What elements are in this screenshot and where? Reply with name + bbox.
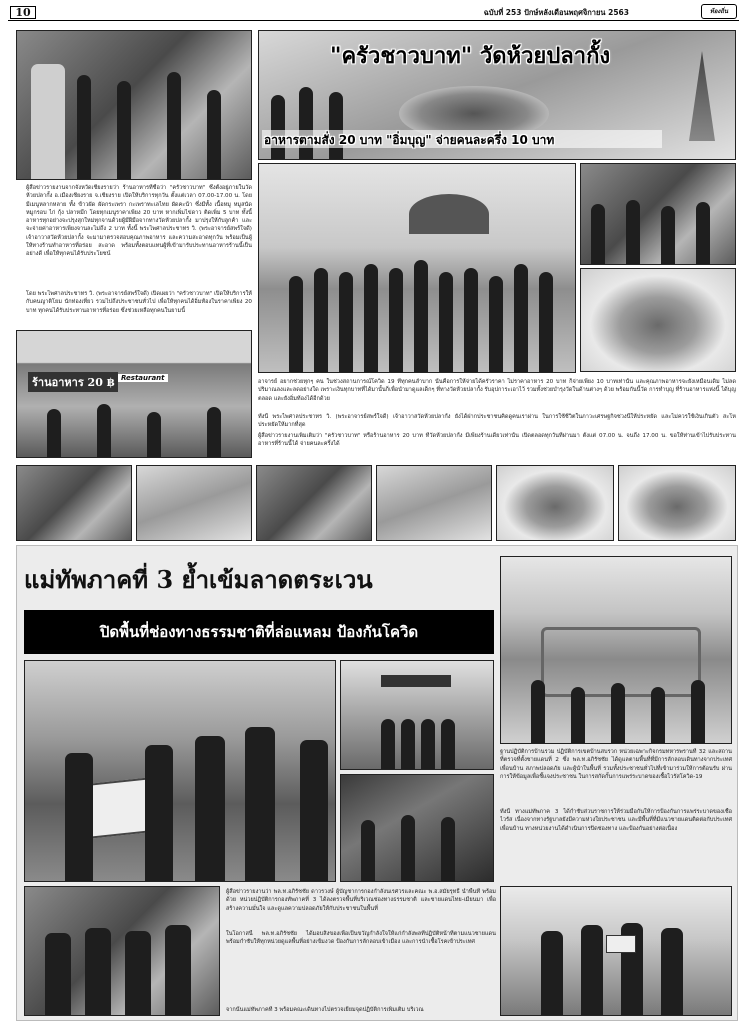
- photo-strip-5: [496, 465, 614, 541]
- story1-body-col2-c: ผู้สื่อข่าวรายงานเพิ่มเติมว่า "ครัวชาวบาท" หรือร้านอาหาร 20 บาท ที่วัดห้วยปลากั้ง มีเพียงร้านเดียวเท่านั้น เปิดตลอดทุกวันที่ผ่านมา ตั้งแต่ 07.00 น. จนถึง 17.00 น. ขอให้ท่านเข้าไปรับประทานอาหารที่ร้านนี้ได้ จ่ายคนละครึ่งได้: [258, 433, 736, 448]
- story2-body-bottom-b: ในโอกาสนี้ พล.ท.อภิรัชชัย ได้มอบสิ่งของเพื่อเป็นขวัญกำลังใจให้แก่กำลังพลที่ปฏิบัติหน้าที่ตามแนวชายแดน พร้อมกำชับให้ทุกหน่วยดูแลพื้นที่อย่างเข้มงวด ป้องกันการลักลอบเข้าเมือง และการนำเชื้อโรคเข้าประเทศ: [226, 931, 496, 946]
- story2-body-right-b: ทั้งนี้ ทางแม่ทัพภาค 3 ได้กำชับส่วนราชการให้ร่วมมือกันให้การป้องกันการแพร่ระบาดของเชื้อไวรัส เนื่องจากทางรัฐบาลยังมีความห่วงใยประชาชน และมีพื้นที่ที่มีแนวชายแดนติดต่อกับประเทศเพื่อนบ้าน ทางหน่วยงานได้ดำเนินการปิดช่องทาง และป้องกันอย่างต่อเนื่อง: [500, 809, 732, 832]
- story2-body-right: ฐานปฏิบัติการบ้านรวม ปฏิบัติการเขตบ้านสบรวก หน่วยเฉพาะกิจกรมทหารพรานที่ 32 และสถานที่ตรวจที่ตั้งชายแดนที่ 2 ซึ่ง พล.ท.อภิรัชชัย ได้ดูแลตามพื้นที่ที่มีการลักลอบเดินทางจากประเทศเพื่อนบ้าน สภาพปลอดภัย และผู้นำในพื้นที่ รวมทั้งประชาชนทั่วไปที่เข้ามาร่วมให้การต้อนรับ ผ่านการให้ข้อมูลเพื่อชี้แจงประชาชน ในการสกัดกั้นการแพร่ระบาดของเชื้อไวรัสโควิด-19: [500, 749, 732, 780]
- restaurant-sign: ร้านอาหาร 20 ฿: [28, 372, 118, 392]
- photo-soldiers-donation: [500, 886, 732, 1016]
- photo-visitors-group: [258, 163, 576, 373]
- photo-soldiers-briefing: [24, 660, 336, 882]
- restaurant-sign-en: Restaurant: [118, 374, 168, 382]
- story1-body-col1-b: โดย พระไพศาลประชาทร วิ. (พระอาจารย์สพร์ใจดี) เปิดเผยว่า "ครัวชาวบาท" เปิดให้บริการให้กับคนญาติโยม นักท่องเที่ยว รวมไปถึงประชาชนทั่วไป เพื่อให้ทุกคนได้อิ่มท้องในราคาเพียง 20 บาท ทุกคนได้รับประทานอาหารที่อร่อย ซึ่งช่วยเหลือทุกคนในยามนี้: [26, 291, 252, 314]
- issue-line: ฉบับที่ 253 ปักษ์หลังเดือนพฤศจิกายน 2563: [483, 8, 629, 17]
- photo-soldiers-river: [340, 774, 494, 882]
- story1-body-col2: อาจารย์ อยากช่วยทุกๆ คน ในช่วงสถานการณ์โควิด 19 ที่ทุกคนลำบาก นั้นคือการให้จ่ายได้ครัวราคา ไม่ราคาอาหาร 20 บาท ก็จ่ายเพียง 10 บาทเท่านั้น และคุณภาพอาหารจะยังเหมือนเดิม ไม่ลดปริมาณลงและลดอย่างใด เพราะเงินทุกบาทที่ได้มานั้นก็เพื่อนำมาดูแลเด็กๆ ที่ทางวัดห้วยปลากั้ง รับอุปการะเอาไว้ รวมทั้งช่วยบำรุงวัดในด้านต่างๆ ด้วย พร้อมกันนี้วัด การทำบุญ ที่ร้านอาหารแห่งนี้ ได้บุญตลอด และยังอิ่มท้องได้อีกด้วย: [258, 379, 736, 402]
- photo-strip-2: [136, 465, 252, 541]
- photo-dish-plate: [580, 268, 736, 372]
- story2-body-bottom: ผู้สื่อข่าวรายงานว่า พล.ท.อภิรัชชัย ดาวรวงษ์ ผู้บัญชาการกองกำลังนเรศวรและคณะ พ.อ.สมัยรุทธิ์ นำพื้นที่ พร้อมด้วย หน่วยปฏิบัติการกองทัพภาคที่ 3 ได้ลงตรวจพื้นที่บริเวณช่องทางธรรมชาติ และชายแดนไทย-เมียนมา เพื่อสร้างความมั่นใจ และดูแลความปลอดภัยให้กับประชาชนในพื้นที่: [226, 889, 496, 912]
- photo-strip-6: [618, 465, 736, 541]
- story2-body-bottom-c: จากนั้นแม่ทัพภาคที่ 3 พร้อมคณะเดินทางไปตรวจเยี่ยมจุดปฏิบัติการเพิ่มเติม บริเวณ: [226, 1007, 424, 1013]
- photo-meeting-room: [500, 556, 732, 744]
- story1-body-col2-b: ทั้งนี้ พระไพศาลประชาทร วิ. (พระอาจารย์สพร์ใจดี) เจ้าอาวาสวัดห้วยปลากั้ง ยังได้ฝากประชาชนคิดดูคนเราผ่าน ในการใช้ชีวิตในภาวะเศรษฐกิจช่วงนี้ให้ประหยัด และไม่ควรใช้เงินเกินตัว สะโหประหยัดให้มากที่สุด: [258, 414, 736, 429]
- story2-subhead: ปิดพื้นที่ช่องทางธรรมชาติที่ล่อแหลม ป้องกันโควิด: [99, 623, 419, 641]
- photo-monks-serving: [16, 30, 252, 180]
- header-rule: [8, 20, 739, 21]
- story2-headline: แม่ทัพภาคที่ 3 ย้ำเข้มลาดตระเวน: [24, 565, 373, 594]
- photo-soldiers-group: [24, 886, 220, 1016]
- story1-subhead: อาหารตามสั่ง 20 บาท "อิ่มบุญ" จ่ายคนละครึ่ง 10 บาท: [264, 133, 555, 147]
- photo-restaurant-front: [16, 330, 252, 458]
- story1-headline: "ครัวชาวบาท" วัดห้วยปลากั้ง: [330, 44, 611, 69]
- photo-strip-4: [376, 465, 492, 541]
- photo-strip-3: [256, 465, 372, 541]
- page-number: 10: [10, 6, 36, 19]
- photo-strip-1: [16, 465, 132, 541]
- newspaper-logo: ท้องถิ่น: [701, 4, 737, 19]
- photo-kitchen-staff: [580, 163, 736, 265]
- story1-body-col1: ผู้สื่อข่าวรายงานจากจังหวัดเชียงรายว่า ร้านอาหารที่ชื่อว่า "ครัวชาวบาท" ซึ่งตั้งอยู่ภายในวัดห้วยปลากั้ง อ.เมืองเชียงราย จ.เชียงราย เปิดให้บริการทุกวัน ตั้งแต่เวลา 07.00-17.00 น. โดยมีเมนูหลากหลาย ทั้ง ข้าวผัด ผัดกระเพรา กะเพราทะเลไทย ผัดคะน้า ซึ่งมีทั้ง เนื้อหมู หมูสนัด หมูกรอบ ไก่ กุ้ง ปลาหมึก โดยทุกเมนูราคาเพียง 20 บาท หากเพิ่มไข่ดาว ติดเพิ่ม 5 บาท ทั้งนี้อาหารทุกอย่างจะปรุงสุกใหม่ทุกจานด้วยผู้มีฝีมือจากทางวัดห้วยปลากั้ง มาปรุงให้กับลูกค้า และจะจ่ายค่าอาหารเพียงจานละไม่ถึง 2 บาท ทั้งนี้ พระไพศาลประชาทร วิ. (พระอาจารย์สพร์ใจดี) เจ้าอาวาสวัดห้วยปลากั้ง จะมามาตรวจสอบคุณภาพอาหาร และความสะอาดทุกวัน พร้อมเป็นผู้ให้ทางร้านทำอาหารที่อร่อย สะอาด พร้อมทั้งตอบแทนผู้ที่เข้ามารับประทานอาหารร้านนี้เป็นอย่างดี เพื่อให้ทุกคนได้รับประโยชน์: [26, 185, 252, 258]
- photo-soldiers-bridge: [340, 660, 494, 770]
